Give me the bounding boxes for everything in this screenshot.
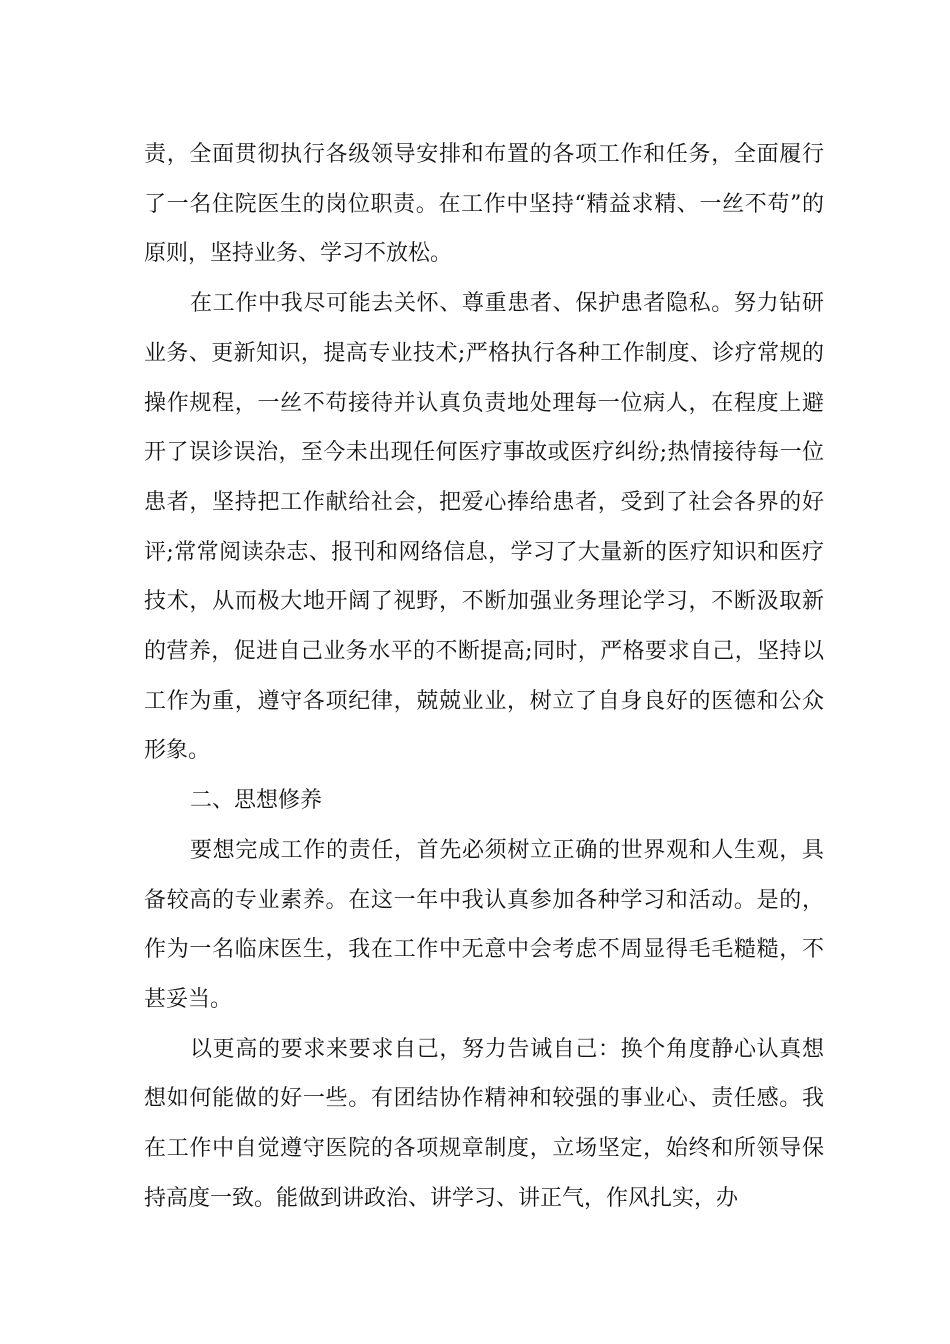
document-body bbox=[144, 130, 824, 1223]
paragraph bbox=[144, 1025, 824, 1224]
text-line: 二、思想修养 bbox=[190, 788, 323, 814]
text-line: 度上避开了误诊误治，至今未出现任何医疗事故或医疗纠纷;热情接 bbox=[144, 390, 824, 466]
text-line: 糙，不甚妥当。 bbox=[144, 937, 824, 1012]
text-line: 待每一位患者，坚持把工作献给社会，把爱心捧给患者，受到了社 bbox=[144, 440, 824, 515]
paragraph bbox=[144, 130, 824, 279]
paragraph bbox=[144, 826, 824, 1025]
text-line: 责，全面贯彻执行各级领导安排和布置的各项工作和任务，全面履 bbox=[144, 142, 802, 167]
text-line: 的，作为一名临床医生，我在工作中无意中会考虑不周显得毛毛糙 bbox=[144, 887, 824, 963]
text-line: 规的操作规程，一丝不苟接待并认真负责地处理每一位病人，在程 bbox=[144, 340, 824, 416]
text-line: 在工作中我尽可能去关怀、尊重患者、保护患者隐私。努力钻 bbox=[190, 291, 802, 317]
paragraph bbox=[144, 279, 824, 776]
text-line: 要求自己，坚持以工作为重，遵守各项纪律，兢兢业业，树立了自 bbox=[144, 639, 824, 714]
text-line: 习，不断汲取新的营养，促进自己业务水平的不断提高;同时，严格 bbox=[144, 589, 824, 665]
text-line: 疗知识和医疗技术，从而极大地开阔了视野，不断加强业务理论学 bbox=[144, 539, 824, 615]
text-line: 导保持高度一致。能做到讲政治、讲学习、讲正气，作风扎实，办 bbox=[144, 1136, 824, 1211]
text-line: 研业务、更新知识，提高专业技术;严格执行各种工作制度、诊疗常 bbox=[144, 291, 824, 366]
text-line: 我在工作中自觉遵守医院的各项规章制度，立场坚定，始终和所领 bbox=[144, 1086, 824, 1162]
text-line: 苟”的原则，坚持业务、学习不放松。 bbox=[144, 191, 825, 267]
text-line: 会各界的好评;常常阅读杂志、报刊和网络信息，学习了大量新的医 bbox=[144, 489, 824, 565]
section-heading bbox=[144, 776, 824, 826]
text-line: 要想完成工作的责任，首先必须树立正确的世界观和人生观， bbox=[190, 837, 802, 863]
text-line: 身良好的医德和公众形象。 bbox=[144, 688, 824, 764]
text-line: 想想如何能做的好一些。有团结协作精神和较强的事业心、责任感。 bbox=[144, 1036, 824, 1112]
text-line: 具备较高的专业素养。在这一年中我认真参加各种学习和活动。是 bbox=[144, 837, 824, 913]
text-line: 以更高的要求来要求自己，努力告诫自己：换个角度静心认真 bbox=[190, 1036, 802, 1062]
text-line: 行了一名住院医生的岗位职责。在工作中坚持“精益求精、一丝不 bbox=[144, 142, 824, 217]
